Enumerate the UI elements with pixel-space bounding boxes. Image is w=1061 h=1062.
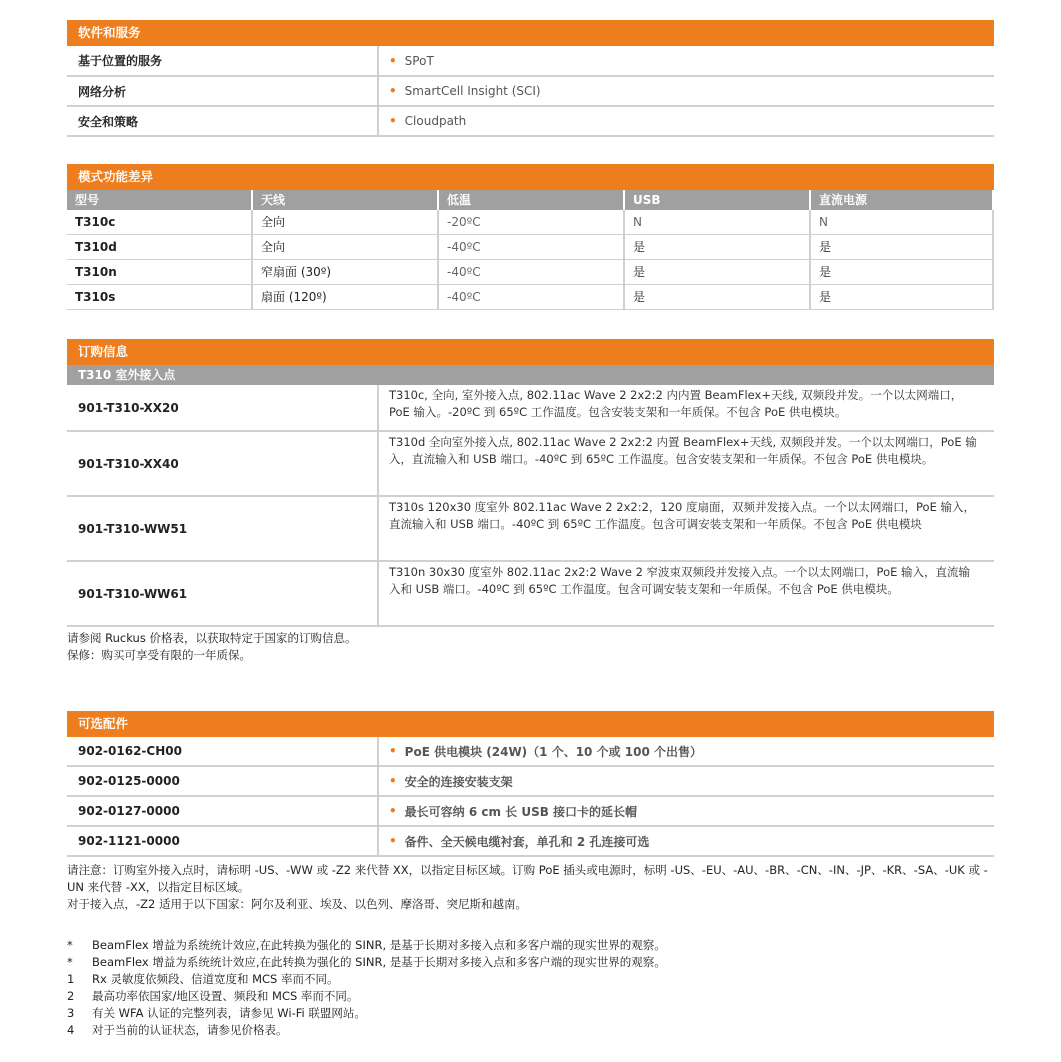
accessories-notes xyxy=(67,862,997,913)
accessory-row xyxy=(67,737,994,767)
software-row xyxy=(67,77,994,107)
modes-cell: 全向 xyxy=(253,235,439,260)
modes-cell: 是 xyxy=(811,285,994,310)
bullet-icon: • xyxy=(389,114,397,128)
accessory-code: 902-0162-CH00 xyxy=(67,737,379,765)
software-label: 安全和策略 xyxy=(67,107,379,135)
modes-cell: T310n xyxy=(67,260,253,285)
modes-title: 模式功能差异 xyxy=(67,164,994,190)
bullet-icon: • xyxy=(389,834,397,848)
footnote-mark: 3 xyxy=(67,1006,75,1020)
order-row xyxy=(67,385,994,432)
accessories-title: 可选配件 xyxy=(67,711,994,737)
z2-note: 对于接入点，-Z2 适用于以下国家：阿尔及利亚、埃及、以色列、摩洛哥、突尼斯和越南。 xyxy=(67,897,527,911)
modes-header-model: 型号 xyxy=(67,190,253,210)
modes-cell: 是 xyxy=(811,235,994,260)
accessories-section xyxy=(67,711,994,857)
bullet-icon: • xyxy=(389,84,397,98)
modes-cell: 窄扇面 (30º) xyxy=(253,260,439,285)
footnote-text: BeamFlex 增益为系统统计效应,在此转换为强化的 SINR, 是基于长期对多接入点和多客户端的现实世界的观察。 xyxy=(92,938,666,952)
order-description: T310s 120x30 度室外 802.11ac Wave 2 2x2:2，120 度扇面，双频并发接入点。一个以太网端口，PoE 输入，直流输入和 USB 端口。-40ºC 到 65ºC 工作温度。包含可调安装支架和一年质保。不包含 PoE 供电模块 xyxy=(389,500,975,531)
software-title: 软件和服务 xyxy=(67,20,994,46)
accessory-value: 最长可容纳 6 cm 长 USB 接口卡的延长帽 xyxy=(404,804,638,819)
order-description: T310c, 全向, 室外接入点, 802.11ac Wave 2 2x2:2 内内置 BeamFlex+天线, 双频段并发。一个以太网端口，PoE 输入。-20ºC 到 65ºC 工作温度。包含安装支架和一年质保。不包含 PoE 供电模块。 xyxy=(389,388,963,419)
footnote-text: Rx 灵敏度依频段、信道宽度和 MCS 率而不同。 xyxy=(92,972,339,986)
order-code: 901-T310-XX20 xyxy=(67,385,379,430)
modes-cell: N xyxy=(811,210,994,235)
modes-cell: 扇面 (120º) xyxy=(253,285,439,310)
modes-cell: 是 xyxy=(625,285,811,310)
modes-section xyxy=(67,164,994,310)
bullet-icon: • xyxy=(389,744,397,758)
modes-cell: -40ºC xyxy=(439,260,625,285)
accessory-value: PoE 供电模块 (24W)（1 个、10 个或 100 个出售） xyxy=(404,744,702,759)
modes-cell: 是 xyxy=(811,260,994,285)
ordering-subtitle: T310 室外接入点 xyxy=(67,365,994,385)
footnote-text: 最高功率依国家/地区设置、频段和 MCS 率而不同。 xyxy=(92,989,359,1003)
order-row xyxy=(67,562,994,627)
software-row xyxy=(67,107,994,137)
order-code: 901-T310-WW51 xyxy=(67,497,379,560)
footnote-mark: * xyxy=(67,938,73,952)
footnote-text: 有关 WFA 认证的完整列表，请参见 Wi-Fi 联盟网站。 xyxy=(92,1006,366,1020)
footnotes xyxy=(67,937,997,1039)
accessory-row xyxy=(67,797,994,827)
modes-cell: -40ºC xyxy=(439,285,625,310)
footnote-mark: 1 xyxy=(67,972,75,986)
software-value: SPoT xyxy=(404,53,434,68)
software-section xyxy=(67,20,994,137)
footnote-text: 对于当前的认证状态，请参见价格表。 xyxy=(92,1023,288,1037)
ordering-notes xyxy=(67,630,997,664)
accessory-code: 902-0127-0000 xyxy=(67,797,379,825)
footnote-text: BeamFlex 增益为系统统计效应,在此转换为强化的 SINR, 是基于长期对多接入点和多客户端的现实世界的观察。 xyxy=(92,955,666,969)
footnote xyxy=(67,1022,997,1039)
software-label: 基于位置的服务 xyxy=(67,46,379,75)
modes-cell: -40ºC xyxy=(439,235,625,260)
footnote xyxy=(67,971,997,988)
modes-cell: T310s xyxy=(67,285,253,310)
ordering-title: 订购信息 xyxy=(67,339,994,365)
software-value: SmartCell Insight (SCI) xyxy=(404,84,541,98)
footnote-mark: 2 xyxy=(67,989,75,1003)
footnote xyxy=(67,954,997,971)
modes-cell: 是 xyxy=(625,260,811,285)
warranty-note: 保修：购买可享受有限的一年质保。 xyxy=(67,648,251,662)
accessory-value: 安全的连接安装支架 xyxy=(404,774,513,789)
modes-header-low-temp: 低温 xyxy=(439,190,625,210)
modes-cell: N xyxy=(625,210,811,235)
region-note: 请注意：订购室外接入点时，请标明 -US、-WW 或 -Z2 来代替 XX，以指定目标区域。订购 PoE 插头或电源时，标明 -US、-EU、-AU、-BR、-CN、-IN、-JP、-KR、-SA、-UK 或 -UN 来代替 -XX，以指定目标区域。 xyxy=(67,863,988,894)
bullet-icon: • xyxy=(389,804,397,818)
modes-table xyxy=(67,190,994,310)
accessory-row xyxy=(67,827,994,857)
accessory-value: 备件、全天候电缆衬套，单孔和 2 孔连接可选 xyxy=(404,834,650,849)
modes-header-antenna: 天线 xyxy=(253,190,439,210)
order-description: T310n 30x30 度室外 802.11ac 2x2:2 Wave 2 窄波束双频段并发接入点。一个以太网端口，PoE 输入，直流输入和 USB 端口。-40ºC 到 65ºC 工作温度。包含可调安装支架和一年质保。不包含 PoE 供电模块。 xyxy=(389,565,971,596)
accessory-code: 902-0125-0000 xyxy=(67,767,379,795)
footnote xyxy=(67,937,997,954)
modes-cell: T310c xyxy=(67,210,253,235)
footnote-mark: * xyxy=(67,955,73,969)
software-label: 网络分析 xyxy=(67,77,379,105)
software-value: Cloudpath xyxy=(404,114,467,128)
ordering-note: 请参阅 Ruckus 价格表，以获取特定于国家的订购信息。 xyxy=(67,631,357,645)
order-row xyxy=(67,432,994,497)
order-code: 901-T310-WW61 xyxy=(67,562,379,625)
modes-cell: -20ºC xyxy=(439,210,625,235)
modes-cell: 是 xyxy=(625,235,811,260)
modes-cell: 全向 xyxy=(253,210,439,235)
software-row xyxy=(67,46,994,77)
order-description: T310d 全向室外接入点, 802.11ac Wave 2 2x2:2 内置 BeamFlex+天线, 双频段并发。一个以太网端口，PoE 输入，直流输入和 USB 端口。-40ºC 到 65ºC 工作温度。包含安装支架和一年质保。不包含 PoE 供电模块。 xyxy=(389,435,977,466)
order-code: 901-T310-XX40 xyxy=(67,432,379,495)
accessory-row xyxy=(67,767,994,797)
footnote-mark: 4 xyxy=(67,1023,75,1037)
bullet-icon: • xyxy=(389,53,397,68)
footnote xyxy=(67,1005,997,1022)
footnote xyxy=(67,988,997,1005)
ordering-section xyxy=(67,339,994,627)
modes-cell: T310d xyxy=(67,235,253,260)
modes-header-dc-power: 直流电源 xyxy=(811,190,994,210)
modes-header-usb: USB xyxy=(625,190,811,210)
order-row xyxy=(67,497,994,562)
accessory-code: 902-1121-0000 xyxy=(67,827,379,855)
bullet-icon: • xyxy=(389,774,397,788)
